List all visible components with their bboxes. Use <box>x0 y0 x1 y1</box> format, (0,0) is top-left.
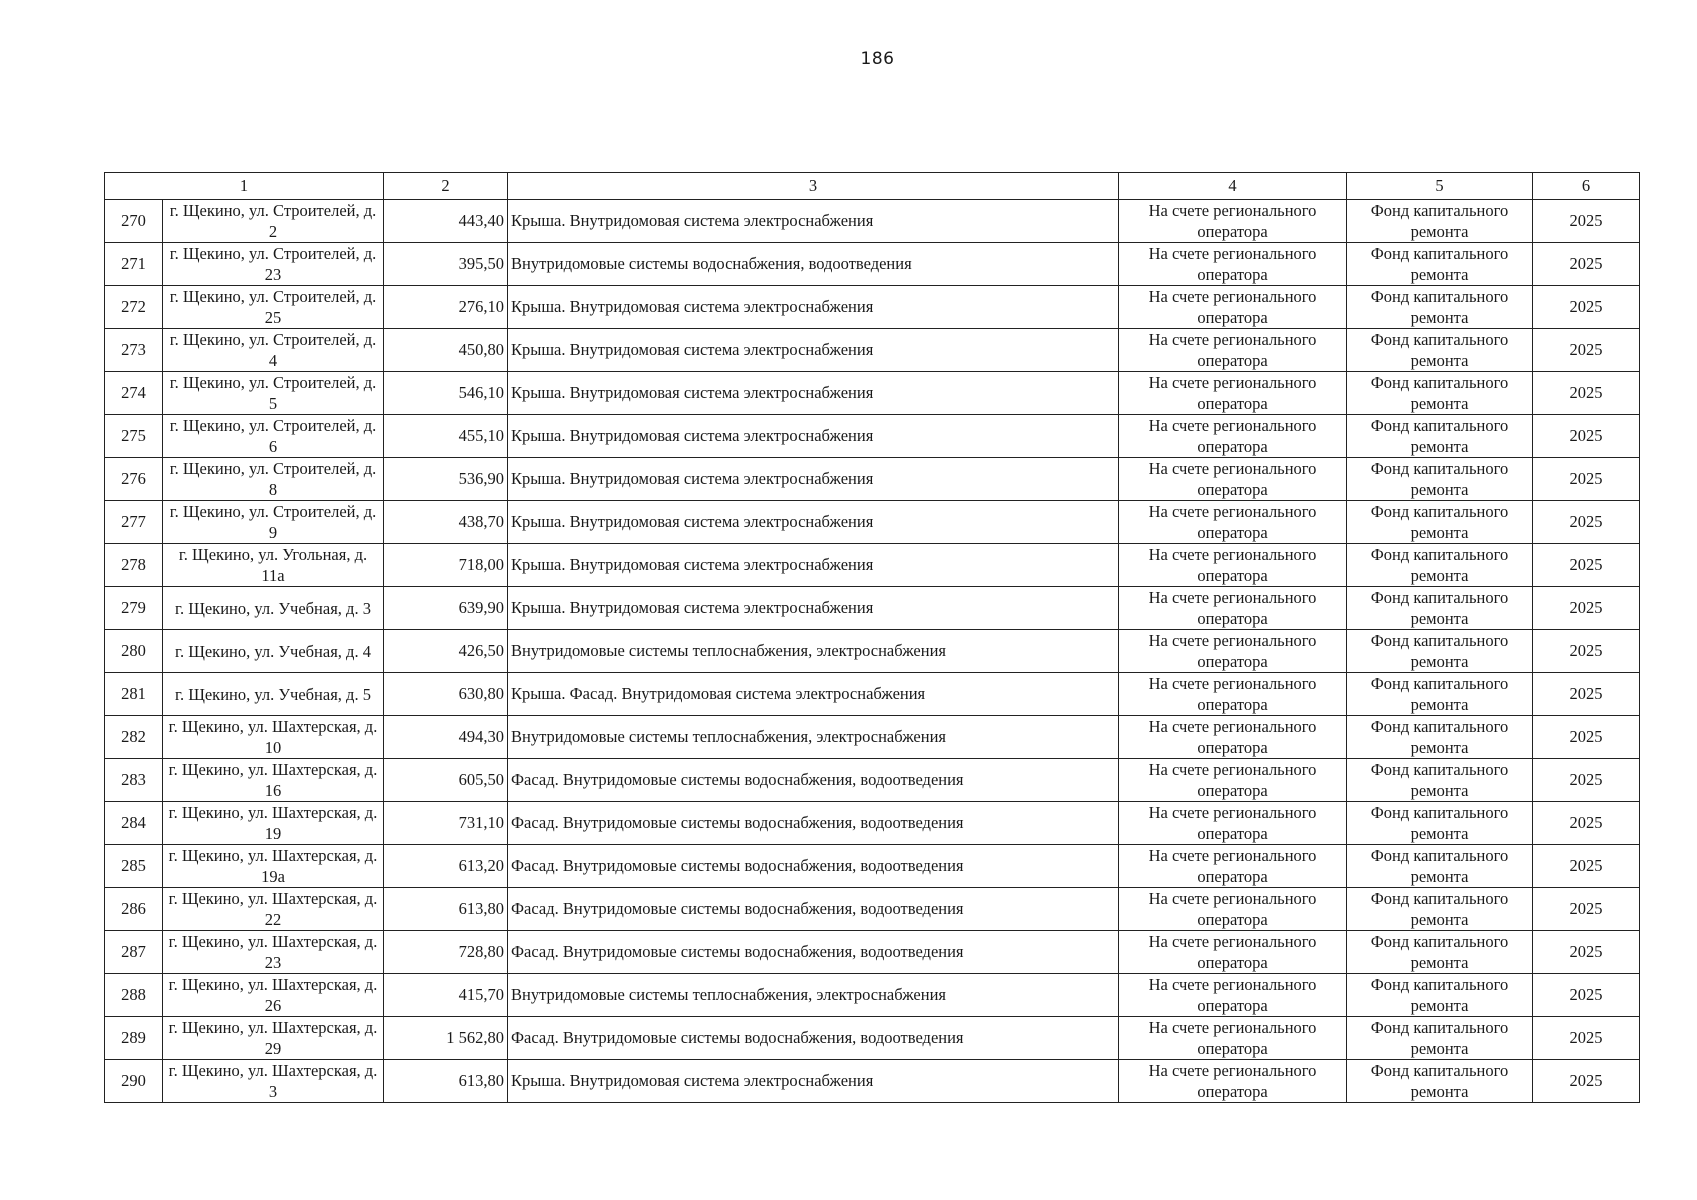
works-cell: Внутридомовые системы водоснабжения, водоотведения <box>508 243 1119 286</box>
area-cell: 605,50 <box>384 759 508 802</box>
header-cell-2: 2 <box>384 173 508 200</box>
row-number-cell: 290 <box>105 1060 163 1103</box>
year-cell: 2025 <box>1533 372 1640 415</box>
area-cell: 546,10 <box>384 372 508 415</box>
account-cell: На счете регионального оператора <box>1119 974 1347 1017</box>
address-cell: г. Щекино, ул. Учебная, д. 3 <box>163 587 384 630</box>
table-row <box>105 544 1640 587</box>
funding-source-cell: Фонд капитального ремонта <box>1347 544 1533 587</box>
account-cell: На счете регионального оператора <box>1119 458 1347 501</box>
table-row <box>105 845 1640 888</box>
funding-source-cell: Фонд капитального ремонта <box>1347 888 1533 931</box>
area-cell: 455,10 <box>384 415 508 458</box>
account-cell: На счете регионального оператора <box>1119 716 1347 759</box>
year-cell: 2025 <box>1533 587 1640 630</box>
row-number-cell: 274 <box>105 372 163 415</box>
account-cell: На счете регионального оператора <box>1119 372 1347 415</box>
funding-source-cell: Фонд капитального ремонта <box>1347 587 1533 630</box>
year-cell: 2025 <box>1533 286 1640 329</box>
year-cell: 2025 <box>1533 716 1640 759</box>
row-number-cell: 277 <box>105 501 163 544</box>
row-number-cell: 273 <box>105 329 163 372</box>
row-number-cell: 275 <box>105 415 163 458</box>
works-cell: Крыша. Внутридомовая система электроснабжения <box>508 415 1119 458</box>
year-cell: 2025 <box>1533 888 1640 931</box>
works-cell: Внутридомовые системы теплоснабжения, электроснабжения <box>508 974 1119 1017</box>
year-cell: 2025 <box>1533 931 1640 974</box>
table-row <box>105 587 1640 630</box>
funding-source-cell: Фонд капитального ремонта <box>1347 845 1533 888</box>
table-row <box>105 974 1640 1017</box>
account-cell: На счете регионального оператора <box>1119 286 1347 329</box>
year-cell: 2025 <box>1533 1017 1640 1060</box>
funding-source-cell: Фонд капитального ремонта <box>1347 759 1533 802</box>
works-cell: Крыша. Внутридомовая система электроснабжения <box>508 458 1119 501</box>
funding-source-cell: Фонд капитального ремонта <box>1347 931 1533 974</box>
year-cell: 2025 <box>1533 802 1640 845</box>
address-cell: г. Щекино, ул. Строителей, д. 8 <box>163 458 384 501</box>
table-body <box>105 173 1640 1103</box>
table-row <box>105 1060 1640 1103</box>
header-cell-4: 4 <box>1119 173 1347 200</box>
works-cell: Фасад. Внутридомовые системы водоснабжения, водоотведения <box>508 888 1119 931</box>
works-cell: Крыша. Внутридомовая система электроснабжения <box>508 587 1119 630</box>
year-cell: 2025 <box>1533 759 1640 802</box>
area-cell: 613,20 <box>384 845 508 888</box>
row-number-cell: 280 <box>105 630 163 673</box>
table-row <box>105 243 1640 286</box>
funding-source-cell: Фонд капитального ремонта <box>1347 630 1533 673</box>
address-cell: г. Щекино, ул. Шахтерская, д. 16 <box>163 759 384 802</box>
address-cell: г. Щекино, ул. Строителей, д. 5 <box>163 372 384 415</box>
funding-source-cell: Фонд капитального ремонта <box>1347 200 1533 243</box>
account-cell: На счете регионального оператора <box>1119 888 1347 931</box>
funding-source-cell: Фонд капитального ремонта <box>1347 372 1533 415</box>
account-cell: На счете регионального оператора <box>1119 587 1347 630</box>
works-cell: Фасад. Внутридомовые системы водоснабжения, водоотведения <box>508 931 1119 974</box>
address-cell: г. Щекино, ул. Угольная, д. 11а <box>163 544 384 587</box>
area-cell: 1 562,80 <box>384 1017 508 1060</box>
works-cell: Крыша. Внутридомовая система электроснабжения <box>508 286 1119 329</box>
account-cell: На счете регионального оператора <box>1119 329 1347 372</box>
address-cell: г. Щекино, ул. Шахтерская, д. 19 <box>163 802 384 845</box>
area-cell: 536,90 <box>384 458 508 501</box>
address-cell: г. Щекино, ул. Шахтерская, д. 3 <box>163 1060 384 1103</box>
table-row <box>105 888 1640 931</box>
table-row <box>105 630 1640 673</box>
table-row <box>105 329 1640 372</box>
table-row <box>105 415 1640 458</box>
address-cell: г. Щекино, ул. Учебная, д. 5 <box>163 673 384 716</box>
address-cell: г. Щекино, ул. Шахтерская, д. 19а <box>163 845 384 888</box>
works-cell: Фасад. Внутридомовые системы водоснабжения, водоотведения <box>508 1017 1119 1060</box>
funding-source-cell: Фонд капитального ремонта <box>1347 1060 1533 1103</box>
works-cell: Крыша. Внутридомовая система электроснабжения <box>508 200 1119 243</box>
funding-source-cell: Фонд капитального ремонта <box>1347 243 1533 286</box>
account-cell: На счете регионального оператора <box>1119 415 1347 458</box>
area-cell: 426,50 <box>384 630 508 673</box>
table-row <box>105 200 1640 243</box>
account-cell: На счете регионального оператора <box>1119 630 1347 673</box>
account-cell: На счете регионального оператора <box>1119 931 1347 974</box>
funding-source-cell: Фонд капитального ремонта <box>1347 501 1533 544</box>
area-cell: 450,80 <box>384 329 508 372</box>
table-row <box>105 286 1640 329</box>
area-cell: 276,10 <box>384 286 508 329</box>
works-cell: Крыша. Внутридомовая система электроснабжения <box>508 329 1119 372</box>
table-row <box>105 501 1640 544</box>
address-cell: г. Щекино, ул. Строителей, д. 2 <box>163 200 384 243</box>
works-cell: Фасад. Внутридомовые системы водоснабжения, водоотведения <box>508 802 1119 845</box>
funding-source-cell: Фонд капитального ремонта <box>1347 329 1533 372</box>
address-cell: г. Щекино, ул. Шахтерская, д. 29 <box>163 1017 384 1060</box>
account-cell: На счете регионального оператора <box>1119 1017 1347 1060</box>
table-row <box>105 716 1640 759</box>
area-cell: 443,40 <box>384 200 508 243</box>
works-cell: Внутридомовые системы теплоснабжения, электроснабжения <box>508 716 1119 759</box>
works-cell: Фасад. Внутридомовые системы водоснабжения, водоотведения <box>508 845 1119 888</box>
area-cell: 728,80 <box>384 931 508 974</box>
row-number-cell: 289 <box>105 1017 163 1060</box>
area-cell: 613,80 <box>384 1060 508 1103</box>
works-cell: Фасад. Внутридомовые системы водоснабжения, водоотведения <box>508 759 1119 802</box>
address-cell: г. Щекино, ул. Учебная, д. 4 <box>163 630 384 673</box>
account-cell: На счете регионального оператора <box>1119 200 1347 243</box>
table-row <box>105 759 1640 802</box>
row-number-cell: 283 <box>105 759 163 802</box>
row-number-cell: 281 <box>105 673 163 716</box>
area-cell: 494,30 <box>384 716 508 759</box>
account-cell: На счете регионального оператора <box>1119 845 1347 888</box>
address-cell: г. Щекино, ул. Строителей, д. 25 <box>163 286 384 329</box>
works-cell: Внутридомовые системы теплоснабжения, электроснабжения <box>508 630 1119 673</box>
row-number-cell: 271 <box>105 243 163 286</box>
area-cell: 731,10 <box>384 802 508 845</box>
row-number-cell: 285 <box>105 845 163 888</box>
funding-source-cell: Фонд капитального ремонта <box>1347 1017 1533 1060</box>
table-row <box>105 931 1640 974</box>
table-row <box>105 372 1640 415</box>
address-cell: г. Щекино, ул. Строителей, д. 6 <box>163 415 384 458</box>
funding-source-cell: Фонд капитального ремонта <box>1347 415 1533 458</box>
row-number-cell: 278 <box>105 544 163 587</box>
funding-source-cell: Фонд капитального ремонта <box>1347 716 1533 759</box>
header-cell-3: 3 <box>508 173 1119 200</box>
row-number-cell: 276 <box>105 458 163 501</box>
account-cell: На счете регионального оператора <box>1119 673 1347 716</box>
year-cell: 2025 <box>1533 544 1640 587</box>
table-header-row <box>105 173 1640 200</box>
area-cell: 395,50 <box>384 243 508 286</box>
year-cell: 2025 <box>1533 329 1640 372</box>
works-cell: Крыша. Внутридомовая система электроснабжения <box>508 544 1119 587</box>
row-number-cell: 270 <box>105 200 163 243</box>
row-number-cell: 288 <box>105 974 163 1017</box>
area-cell: 639,90 <box>384 587 508 630</box>
year-cell: 2025 <box>1533 630 1640 673</box>
row-number-cell: 272 <box>105 286 163 329</box>
works-cell: Крыша. Фасад. Внутридомовая система электроснабжения <box>508 673 1119 716</box>
table-row <box>105 1017 1640 1060</box>
year-cell: 2025 <box>1533 415 1640 458</box>
year-cell: 2025 <box>1533 243 1640 286</box>
account-cell: На счете регионального оператора <box>1119 1060 1347 1103</box>
address-cell: г. Щекино, ул. Шахтерская, д. 10 <box>163 716 384 759</box>
address-cell: г. Щекино, ул. Шахтерская, д. 26 <box>163 974 384 1017</box>
table-row <box>105 458 1640 501</box>
page-number: 186 <box>860 49 895 69</box>
row-number-cell: 287 <box>105 931 163 974</box>
area-cell: 613,80 <box>384 888 508 931</box>
works-cell: Крыша. Внутридомовая система электроснабжения <box>508 501 1119 544</box>
address-cell: г. Щекино, ул. Строителей, д. 9 <box>163 501 384 544</box>
capital-repair-table <box>104 172 1640 1103</box>
year-cell: 2025 <box>1533 845 1640 888</box>
table-row <box>105 673 1640 716</box>
header-cell-1: 1 <box>105 173 384 200</box>
table-row <box>105 802 1640 845</box>
funding-source-cell: Фонд капитального ремонта <box>1347 673 1533 716</box>
year-cell: 2025 <box>1533 200 1640 243</box>
year-cell: 2025 <box>1533 1060 1640 1103</box>
year-cell: 2025 <box>1533 673 1640 716</box>
area-cell: 415,70 <box>384 974 508 1017</box>
funding-source-cell: Фонд капитального ремонта <box>1347 802 1533 845</box>
area-cell: 630,80 <box>384 673 508 716</box>
area-cell: 438,70 <box>384 501 508 544</box>
works-cell: Крыша. Внутридомовая система электроснабжения <box>508 372 1119 415</box>
funding-source-cell: Фонд капитального ремонта <box>1347 974 1533 1017</box>
address-cell: г. Щекино, ул. Шахтерская, д. 22 <box>163 888 384 931</box>
area-cell: 718,00 <box>384 544 508 587</box>
header-cell-6: 6 <box>1533 173 1640 200</box>
header-cell-5: 5 <box>1347 173 1533 200</box>
address-cell: г. Щекино, ул. Шахтерская, д. 23 <box>163 931 384 974</box>
year-cell: 2025 <box>1533 974 1640 1017</box>
row-number-cell: 282 <box>105 716 163 759</box>
year-cell: 2025 <box>1533 501 1640 544</box>
row-number-cell: 286 <box>105 888 163 931</box>
address-cell: г. Щекино, ул. Строителей, д. 23 <box>163 243 384 286</box>
year-cell: 2025 <box>1533 458 1640 501</box>
account-cell: На счете регионального оператора <box>1119 544 1347 587</box>
account-cell: На счете регионального оператора <box>1119 802 1347 845</box>
account-cell: На счете регионального оператора <box>1119 243 1347 286</box>
row-number-cell: 279 <box>105 587 163 630</box>
funding-source-cell: Фонд капитального ремонта <box>1347 458 1533 501</box>
works-cell: Крыша. Внутридомовая система электроснабжения <box>508 1060 1119 1103</box>
row-number-cell: 284 <box>105 802 163 845</box>
funding-source-cell: Фонд капитального ремонта <box>1347 286 1533 329</box>
account-cell: На счете регионального оператора <box>1119 759 1347 802</box>
account-cell: На счете регионального оператора <box>1119 501 1347 544</box>
address-cell: г. Щекино, ул. Строителей, д. 4 <box>163 329 384 372</box>
